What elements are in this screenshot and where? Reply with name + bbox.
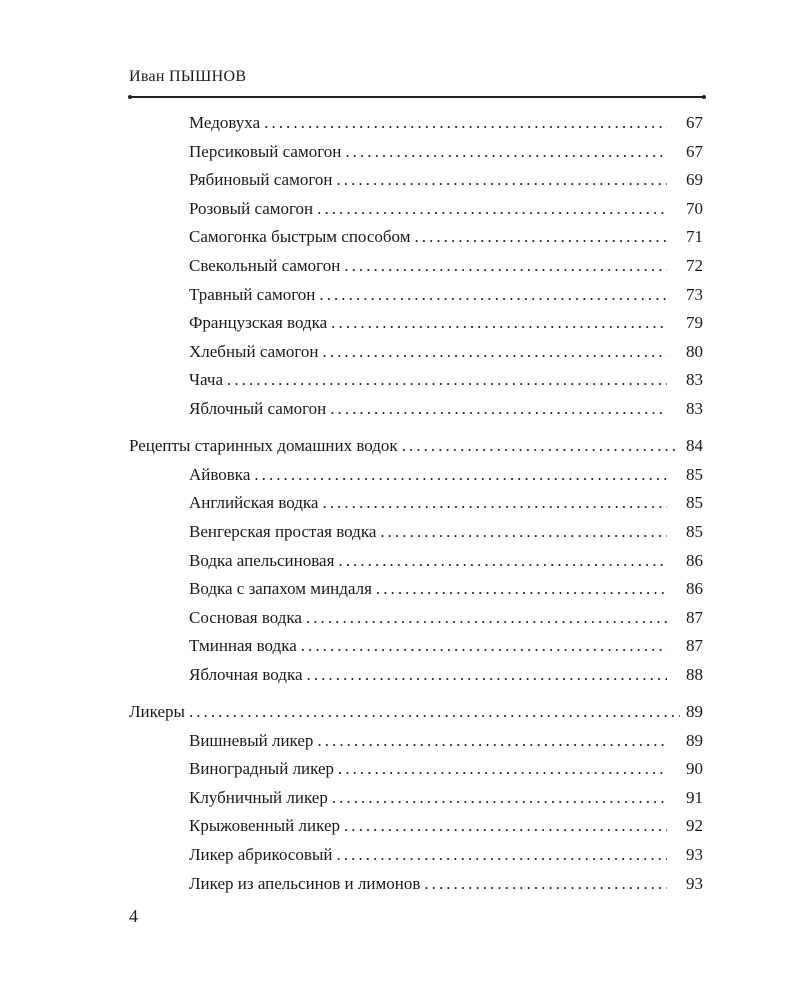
entry-title: Ликер абрикосовый: [189, 845, 333, 865]
entry-title: Французская водка: [189, 313, 328, 333]
entry-page-number: 69: [686, 170, 703, 190]
toc-entry: [129, 370, 703, 399]
dot-leader: [338, 551, 667, 571]
entry-page-number: 72: [686, 255, 703, 275]
toc-section: [129, 436, 703, 693]
entry-title: Яблочный самогон: [189, 398, 327, 418]
entry-page-number: 93: [686, 845, 703, 865]
toc-section: [129, 113, 703, 428]
entry-page-number: 80: [686, 341, 703, 361]
entry-title: Клубничный ликер: [189, 787, 328, 807]
entry-title: Тминная водка: [189, 636, 297, 656]
entry-title: Яблочная водка: [189, 664, 303, 684]
entry-page-number: 88: [686, 664, 703, 684]
entry-title: Чача: [189, 370, 224, 390]
entry-page-number: 83: [686, 370, 703, 390]
toc-entry: [129, 759, 703, 788]
entry-title: Виноградный ликер: [189, 759, 335, 779]
toc-entry: [129, 551, 703, 580]
entry-page-number: 71: [686, 227, 703, 247]
dot-leader: [344, 816, 667, 836]
entry-title: Рецепты старинных домашних водок: [129, 436, 398, 456]
dot-leader: [307, 665, 668, 685]
table-of-contents: [129, 113, 703, 911]
entry-page-number: 83: [686, 398, 703, 418]
toc-entry: [129, 493, 703, 522]
entry-title: Ликеры: [129, 702, 185, 722]
dot-leader: [414, 227, 667, 247]
dot-leader: [330, 399, 667, 419]
entry-page-number: 85: [686, 493, 703, 513]
toc-entry: [129, 522, 703, 551]
toc-entry: [129, 636, 703, 665]
entry-page-number: 84: [686, 436, 703, 456]
toc-entry: [129, 874, 703, 903]
entry-title: Водка с запахом миндаля: [189, 579, 372, 599]
entry-title: Венгерская простая водка: [189, 521, 377, 541]
toc-entry: [129, 608, 703, 637]
entry-page-number: 87: [686, 636, 703, 656]
toc-entry: [129, 845, 703, 874]
dot-leader: [336, 845, 667, 865]
entry-title: Ликер из апельсинов и лимонов: [189, 873, 421, 893]
entry-title: Травный самогон: [189, 284, 316, 304]
toc-entry: [129, 313, 703, 342]
toc-entry: [129, 399, 703, 428]
entry-page-number: 85: [686, 521, 703, 541]
running-head-author: Иван ПЫШНОВ: [129, 68, 247, 85]
entry-page-number: 93: [686, 873, 703, 893]
entry-page-number: 73: [686, 284, 703, 304]
toc-entry: [129, 256, 703, 285]
dot-leader: [317, 199, 667, 219]
entry-page-number: 86: [686, 579, 703, 599]
dot-leader: [227, 370, 667, 390]
dot-leader: [376, 579, 667, 599]
dot-leader: [424, 874, 667, 894]
toc-entry: [129, 170, 703, 199]
entry-title: Водка апельсиновая: [189, 550, 335, 570]
entry-page-number: 87: [686, 607, 703, 627]
entry-page-number: 70: [686, 198, 703, 218]
toc-entry: [129, 731, 703, 760]
entry-page-number: 89: [686, 702, 703, 722]
entry-title: Медовуха: [189, 113, 261, 132]
entry-page-number: 91: [686, 787, 703, 807]
toc-entry: [129, 113, 703, 142]
dot-leader: [322, 493, 667, 513]
dot-leader: [336, 170, 667, 190]
dot-leader: [306, 608, 667, 628]
entry-title: Самогонка быстрым способом: [189, 227, 411, 247]
toc-section-heading: [129, 702, 703, 731]
toc-entry: [129, 142, 703, 171]
entry-page-number: 90: [686, 759, 703, 779]
entry-page-number: 67: [686, 113, 703, 132]
entry-page-number: 85: [686, 464, 703, 484]
toc-entry: [129, 199, 703, 228]
entry-title: Розовый самогон: [189, 198, 314, 218]
entry-title: Хлебный самогон: [189, 341, 319, 361]
entry-title: Персиковый самогон: [189, 141, 342, 161]
dot-leader: [331, 313, 667, 333]
toc-entry: [129, 665, 703, 694]
entry-page-number: 86: [686, 550, 703, 570]
entry-title: Айвовка: [189, 464, 251, 484]
dot-leader: [345, 142, 667, 162]
toc-entry: [129, 788, 703, 817]
entry-title: Сосновая водка: [189, 607, 302, 627]
toc-section-heading: [129, 436, 703, 465]
entry-title: Вишневый ликер: [189, 730, 314, 750]
dot-leader: [254, 465, 667, 485]
entry-page-number: 92: [686, 816, 703, 836]
dot-leader: [402, 436, 680, 456]
dot-leader: [380, 522, 667, 542]
dot-leader: [338, 759, 667, 779]
dot-leader: [264, 113, 667, 133]
toc-entry: [129, 342, 703, 371]
dot-leader: [301, 636, 667, 656]
entry-title: Рябиновый самогон: [189, 170, 333, 190]
dot-leader: [189, 702, 680, 722]
dot-leader: [332, 788, 667, 808]
entry-title: Свекольный самогон: [189, 255, 341, 275]
toc-entry: [129, 816, 703, 845]
dot-leader: [344, 256, 667, 276]
entry-title: Английская водка: [189, 493, 319, 513]
dot-leader: [317, 731, 667, 751]
entry-page-number: 67: [686, 141, 703, 161]
page-number: 4: [129, 906, 138, 926]
toc-entry: [129, 465, 703, 494]
toc-entry: [129, 285, 703, 314]
toc-section: [129, 702, 703, 902]
header-rule: [130, 96, 704, 98]
dot-leader: [319, 285, 667, 305]
dot-leader: [323, 342, 667, 362]
entry-page-number: 79: [686, 313, 703, 333]
toc-entry: [129, 227, 703, 256]
entry-title: Крыжовенный ликер: [189, 816, 340, 836]
toc-entry: [129, 579, 703, 608]
entry-page-number: 89: [686, 730, 703, 750]
